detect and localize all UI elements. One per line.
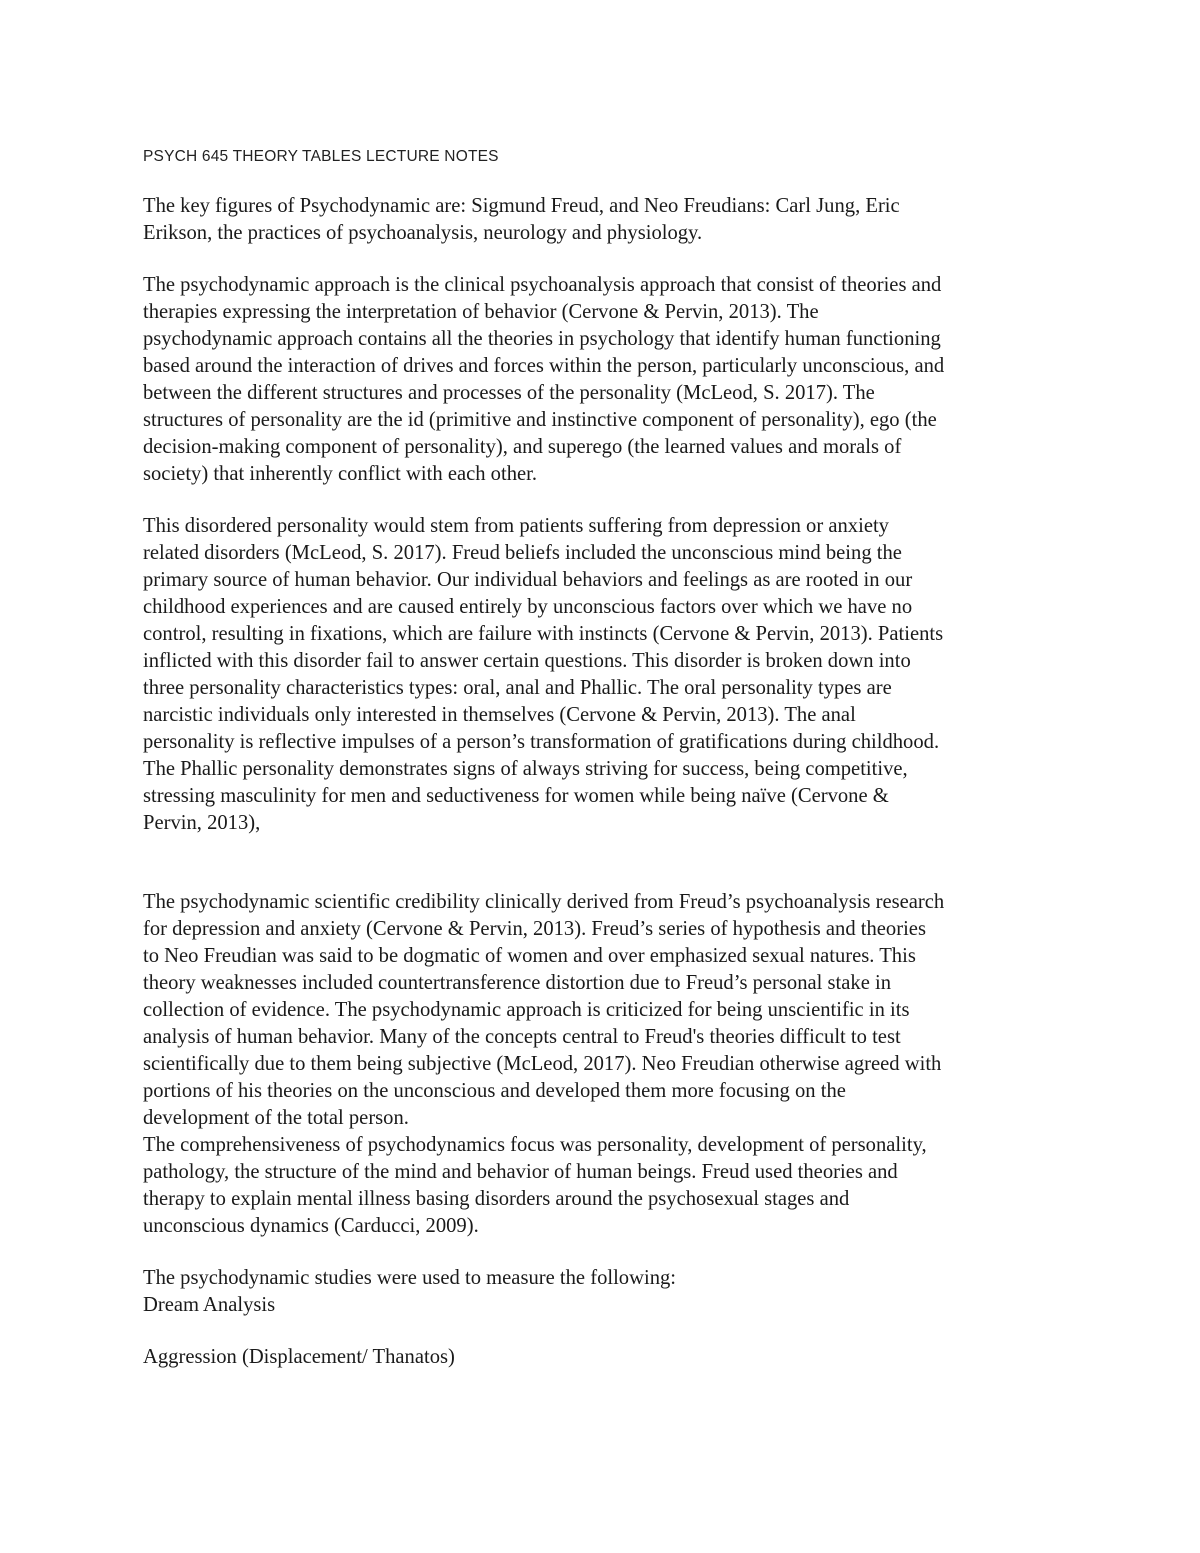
paragraph-key-figures: The key figures of Psychodynamic are: Sigmund Freud, and Neo Freudians: Carl Jung, Eric Erikson, the practices of psychoanalysis, neurology and physiology. bbox=[143, 195, 900, 244]
paragraph-comprehensiveness: The comprehensiveness of psychodynamics focus was personality, development of personality, pathology, the structure of the mind and behavior of human beings. Freud used theories and therapy to explain mental illness basing disorders around the psychosexual stages and unconscious dynamics (Carducci, 2009). bbox=[143, 1134, 927, 1237]
paragraph-psychodynamic-approach: The psychodynamic approach is the clinical psychoanalysis approach that consist of theories and therapies expressing the interpretation of behavior (Cervone & Pervin, 2013). The psychodynamic approach contains all the theories in psychology that identify human functioning based around the interaction of drives and forces within the person, particularly unconscious, and between the different structures and processes of the personality (McLeod, S. 2017). The structures of personality are the id (primitive and instinctive component of personality), ego (the decision-making component of personality), and superego (the learned values and morals of society) that inherently conflict with each other. bbox=[143, 274, 945, 485]
paragraph-aggression: Aggression (Displacement/ Thanatos) bbox=[143, 1346, 455, 1368]
paragraph-disordered-personality: This disordered personality would stem from patients suffering from depression or anxiety related disorders (McLeod, S. 2017). Freud beliefs included the unconscious mind being the primary source of human behavior. Our individual behaviors and feelings as are rooted in our childhood experiences and are caused entirely by unconscious factors over which we have no control, resulting in fixations, which are failure with instincts (Cervone & Pervin, 2013). Patients inflicted with this disorder fail to answer certain questions. This disorder is broken down into three personality characteristics types: oral, anal and Phallic. The oral personality types are narcistic individuals only interested in themselves (Cervone & Pervin, 2013). The anal personality is reflective impulses of a person’s transformation of gratifications during childhood. The Phallic personality demonstrates signs of always striving for success, being competitive, stressing masculinity for men and seductiveness for women while being naïve (Cervone & Pervin, 2013), bbox=[143, 515, 944, 834]
paragraph-scientific-credibility: The psychodynamic scientific credibility clinically derived from Freud’s psychoanalysis research for depression and anxiety (Cervone & Pervin, 2013). Freud’s series of hypothesis and theories to Neo Freudian was said to be dogmatic of women and over emphasized sexual natures. This theory weaknesses included countertransference distortion due to Freud’s personal stake in collection of evidence. The psychodynamic approach is criticized for being unscientific in its analysis of human behavior. Many of the concepts central to Freud's theories difficult to test scientifically due to them being subjective (McLeod, 2017). Neo Freudian otherwise agreed with portions of his theories on the unconscious and developed them more focusing on the development of the total person. bbox=[143, 891, 945, 1129]
paragraph-studies-measure: The psychodynamic studies were used to measure the following: Dream Analysis bbox=[143, 1267, 677, 1316]
document-title: PSYCH 645 THEORY TABLES LECTURE NOTES bbox=[143, 148, 499, 165]
document-body bbox=[143, 146, 1073, 1371]
